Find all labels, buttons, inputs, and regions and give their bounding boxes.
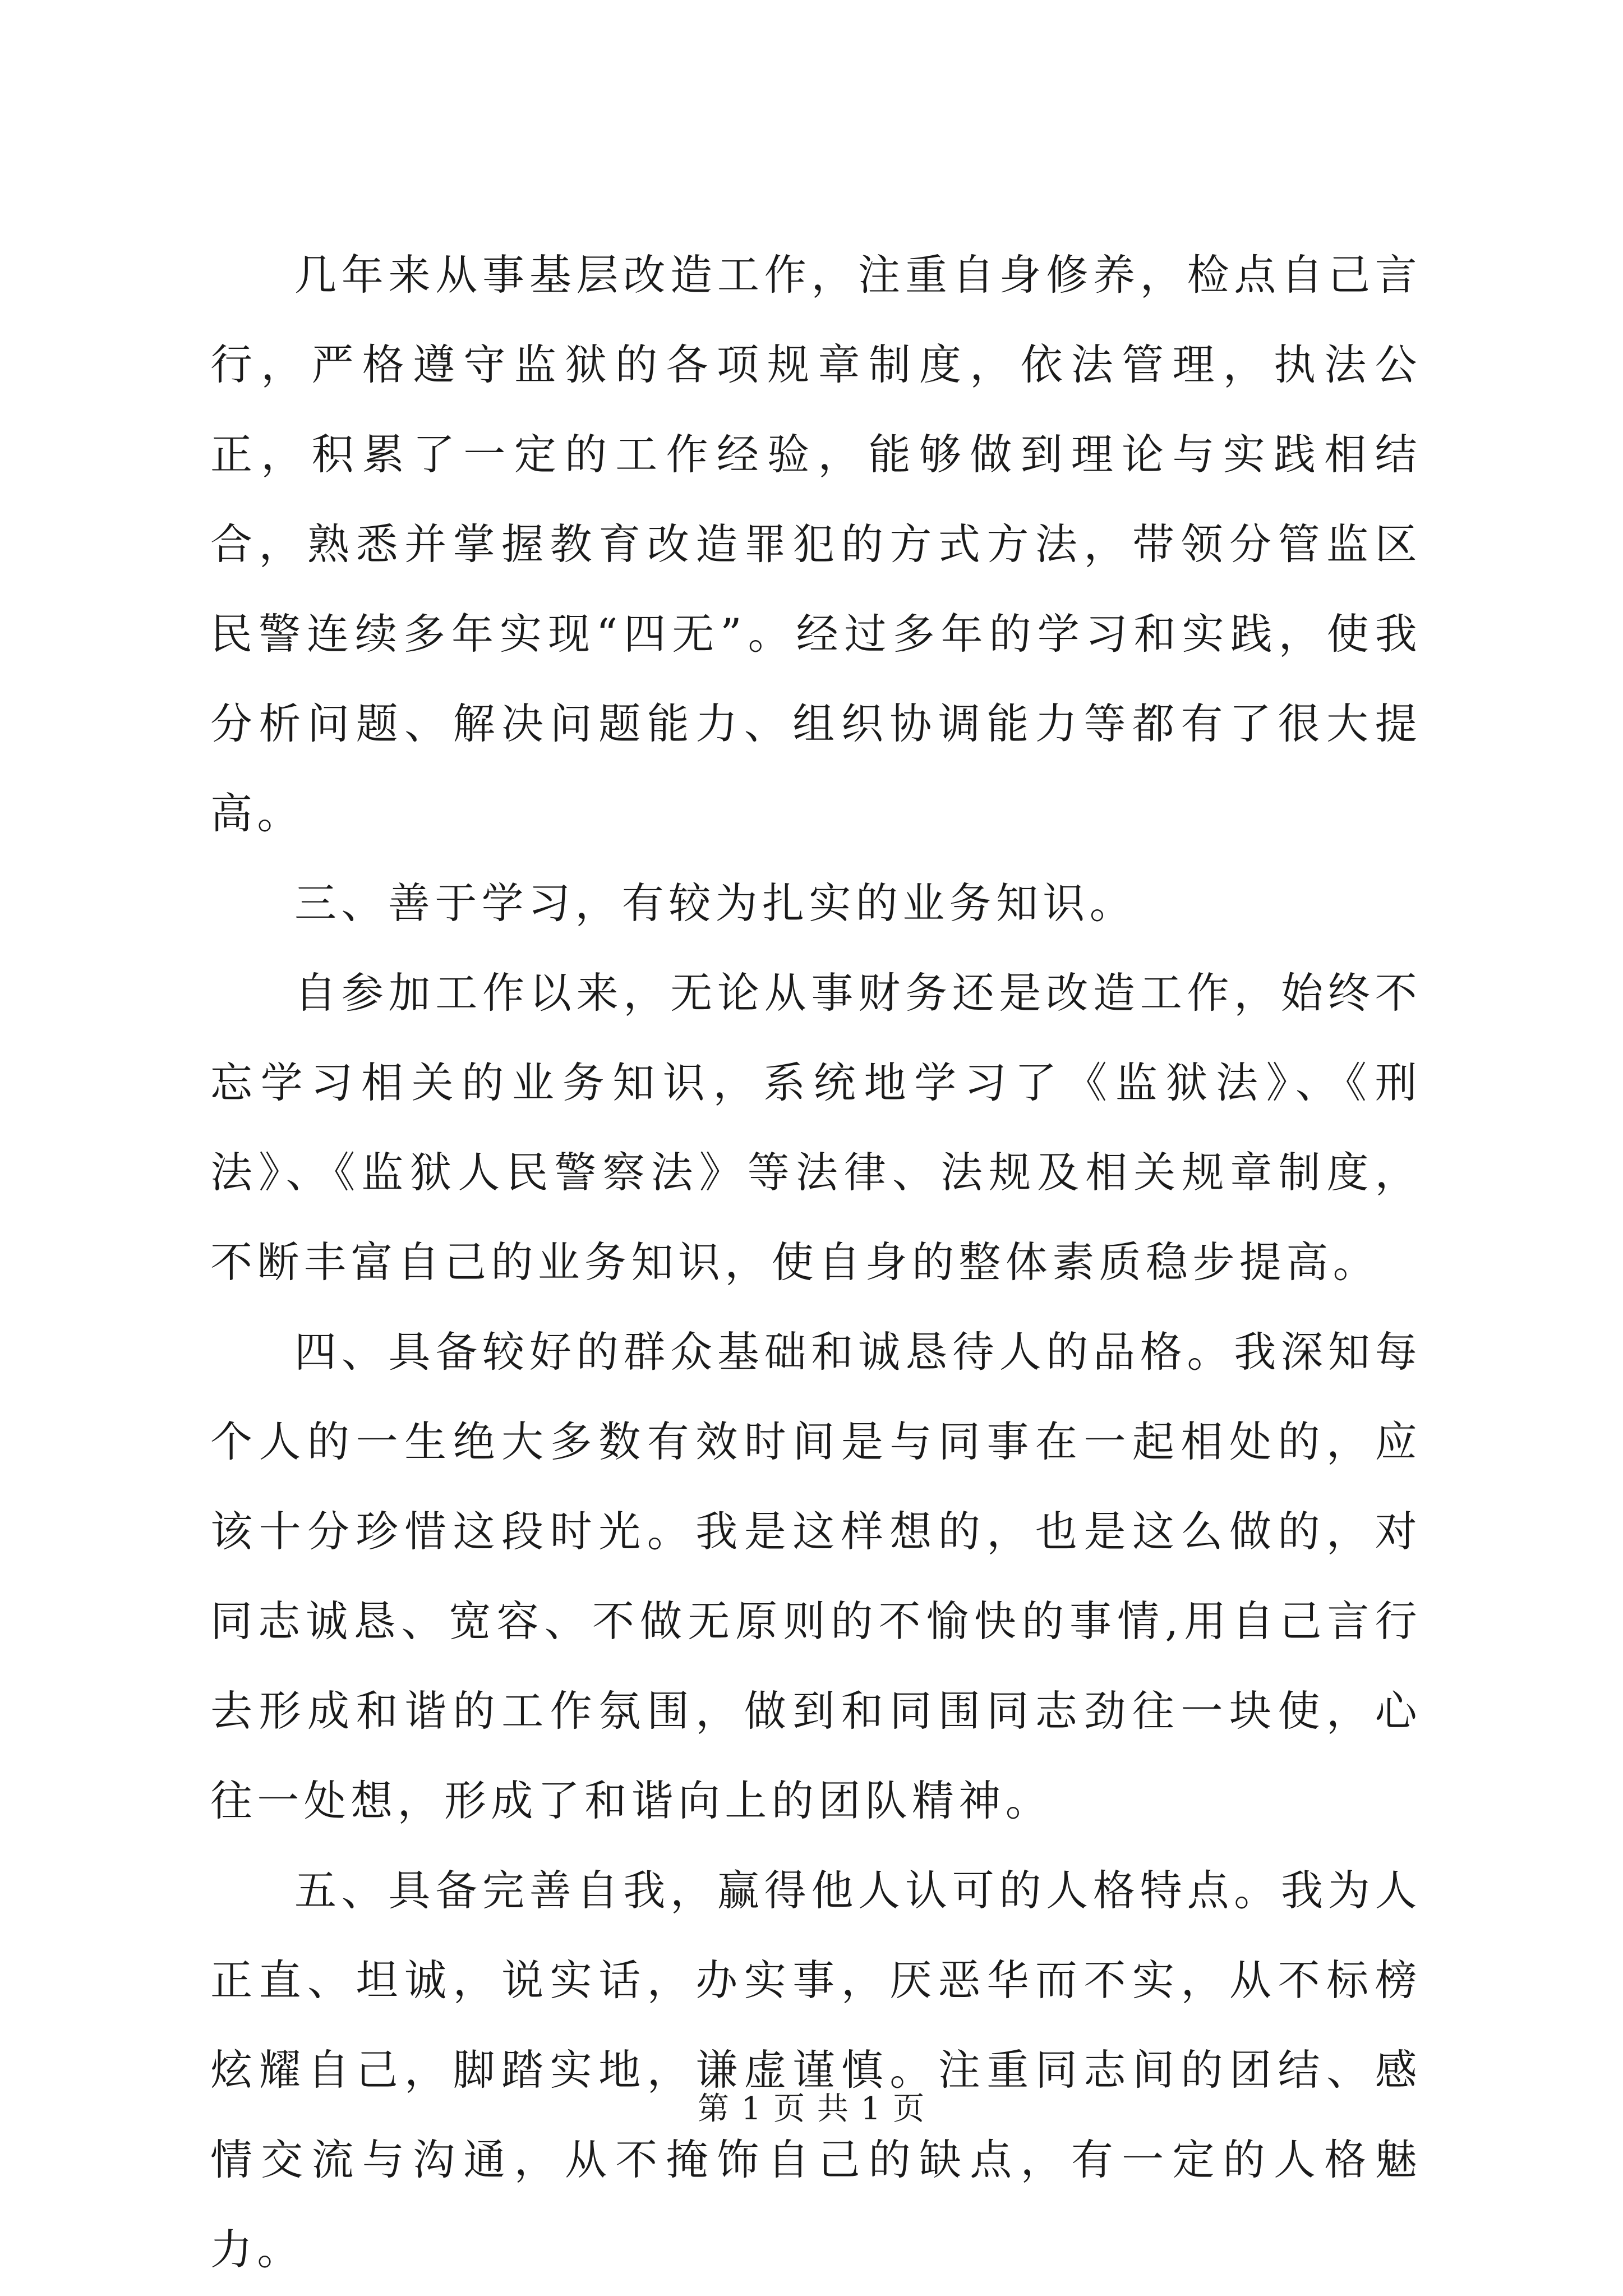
paragraph-section-four: 四、具备较好的群众基础和诚恳待人的品格。我深知每个人的一生绝大多数有效时间是与同事在一起相处的，应该十分珍惜这段时光。我是这样想的，也是这么做的，对同志诚恳、宽容、不做无原则的不愉快的事情,用自己言行去形成和谐的工作氛围，做到和同围同志劲往一块使，心往一处想，形成了和谐向上的团队精神。 xyxy=(210,1327,1422,1825)
paragraph-work-experience: 几年来从事基层改造工作，注重自身修养，检点自己言行，严格遵守监狱的各项规章制度，依法管理，执法公正，积累了一定的工作经验，能够做到理论与实践相结合，熟悉并掌握教育改造罪犯的方式方法，带领分管监区民警连续多年实现“四无”。经过多年的学习和实践，使我分析问题、解决问题能力、组织协调能力等都有了很大提高。 xyxy=(210,250,1422,838)
page-footer: 第 1 页 共 1 页 xyxy=(697,2091,926,2127)
document-body xyxy=(210,230,1422,2294)
paragraph-study: 自参加工作以来，无论从事财务还是改造工作，始终不忘学习相关的业务知识，系统地学习了《监狱法》、《刑法》、《监狱人民警察法》等法律、法规及相关规章制度，不断丰富自己的业务知识，使自身的整体素质稳步提高。 xyxy=(210,968,1422,1287)
heading-section-three: 三、善于学习，有较为扎实的业务知识。 xyxy=(294,878,1137,928)
paragraph-section-five: 五、具备完善自我，赢得他人认可的人格特点。我为人正直、坦诚，说实话，办实事，厌恶华而不实，从不标榜炫耀自己，脚踏实地，谦虚谨慎。注重同志间的团结、感情交流与沟通，从不掩饰自己的缺点，有一定的人格魅力。 xyxy=(210,1866,1422,2274)
